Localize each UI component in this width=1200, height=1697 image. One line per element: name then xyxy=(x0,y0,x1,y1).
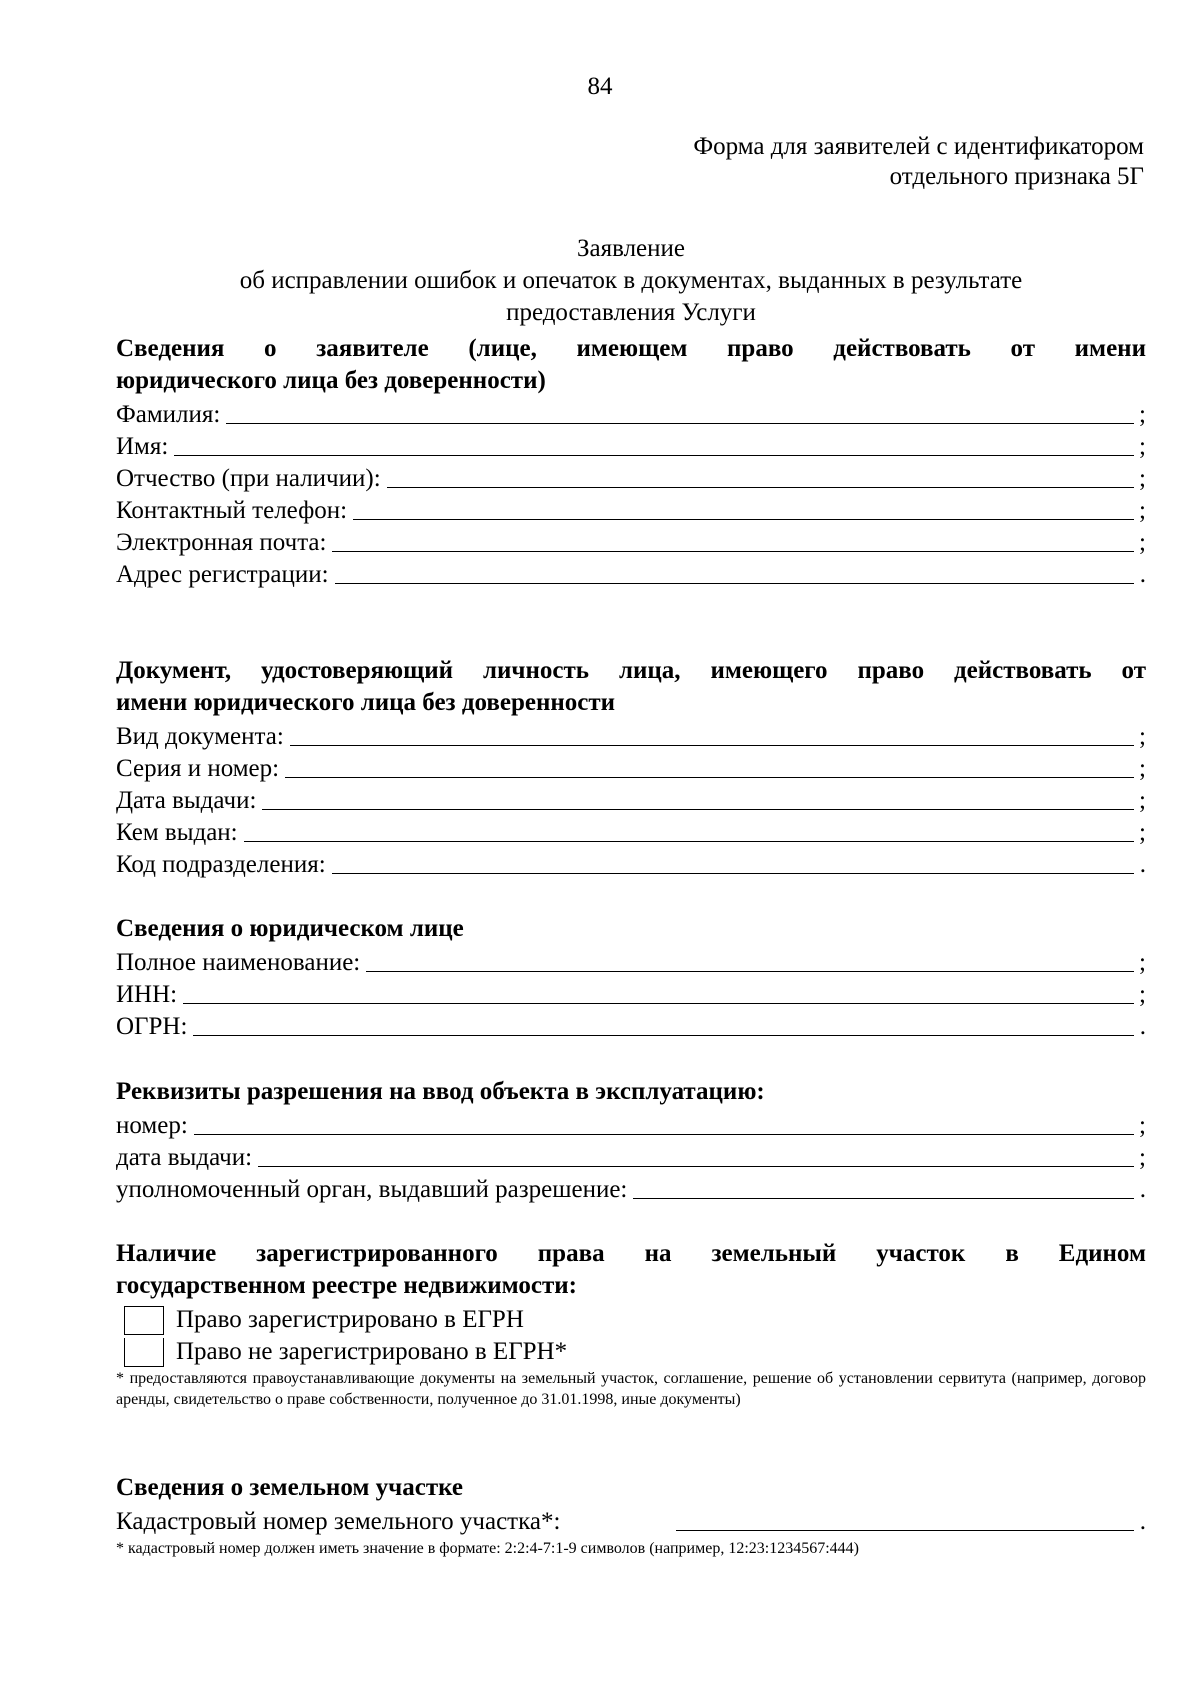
field-full-name[interactable] xyxy=(116,947,1146,979)
field-label: уполномоченный орган, выдавший разрешение: xyxy=(116,1176,628,1203)
section-permit-title: Реквизиты разрешения на ввод объекта в эксплуатацию: xyxy=(116,1078,765,1105)
section-applicant xyxy=(116,333,1146,591)
title-line-2: об исправлении ошибок и опечаток в документах, выданных в результате xyxy=(239,267,1023,294)
field-label: Серия и номер: xyxy=(116,755,280,782)
fill-line[interactable] xyxy=(332,847,1134,874)
field-label: Электронная почта: xyxy=(116,529,327,556)
fill-line[interactable] xyxy=(244,815,1134,842)
field-inn[interactable] xyxy=(116,979,1146,1011)
fill-line[interactable] xyxy=(285,751,1134,778)
fill-line[interactable] xyxy=(174,429,1134,456)
field-label: Кадастровый номер земельного участка*: xyxy=(116,1508,561,1535)
field-label: Адрес регистрации: xyxy=(116,561,329,588)
field-end-mark: ; xyxy=(1139,723,1146,750)
field-phone[interactable] xyxy=(116,495,1146,527)
section-title-line: Сведения о заявителе (лице, имеющем право действовать от имени xyxy=(116,335,1146,362)
form-note-line-1: Форма для заявителей с идентификатором xyxy=(693,133,1144,160)
section-identity-document xyxy=(116,655,1146,881)
field-permit-number[interactable] xyxy=(116,1110,1146,1142)
fill-line[interactable] xyxy=(332,525,1134,552)
field-end-mark: . xyxy=(1139,1508,1146,1535)
field-label: Контактный телефон: xyxy=(116,497,348,524)
field-issued-by[interactable] xyxy=(116,817,1146,849)
field-label: ОГРН: xyxy=(116,1013,188,1040)
field-end-mark: . xyxy=(1139,1176,1146,1203)
section-applicant-title xyxy=(116,333,1146,397)
field-end-mark: . xyxy=(1139,1013,1146,1040)
title-line-3: предоставления Услуги xyxy=(506,299,756,326)
fill-line[interactable] xyxy=(290,719,1134,746)
field-end-mark: . xyxy=(1139,851,1146,878)
fill-line[interactable] xyxy=(387,461,1134,488)
field-email[interactable] xyxy=(116,527,1146,559)
field-issue-date[interactable] xyxy=(116,785,1146,817)
option-label: Право зарегистрировано в ЕГРН xyxy=(176,1306,524,1333)
option-label: Право не зарегистрировано в ЕГРН* xyxy=(176,1338,568,1365)
field-end-mark: ; xyxy=(1139,981,1146,1008)
field-end-mark: ; xyxy=(1139,1112,1146,1139)
field-end-mark: ; xyxy=(1139,755,1146,782)
section-land-plot-title: Сведения о земельном участке xyxy=(116,1474,463,1501)
field-document-type[interactable] xyxy=(116,721,1146,753)
checkbox[interactable] xyxy=(124,1306,164,1335)
field-cadastral-number[interactable] xyxy=(116,1506,1146,1538)
field-end-mark: . xyxy=(1139,561,1146,588)
fill-line[interactable] xyxy=(676,1504,1134,1531)
fill-line[interactable] xyxy=(366,945,1134,972)
section-land-rights-title xyxy=(116,1238,1146,1302)
field-label: Имя: xyxy=(116,433,169,460)
section-identity-document-title xyxy=(116,655,1146,719)
field-end-mark: ; xyxy=(1139,819,1146,846)
fill-line[interactable] xyxy=(262,783,1134,810)
field-patronymic[interactable] xyxy=(116,463,1146,495)
field-end-mark: ; xyxy=(1139,787,1146,814)
field-permit-date[interactable] xyxy=(116,1142,1146,1174)
document-title xyxy=(116,233,1146,329)
section-legal-entity-title: Сведения о юридическом лице xyxy=(116,915,464,942)
option-right-not-registered[interactable] xyxy=(124,1336,1146,1368)
field-label: Отчество (при наличии): xyxy=(116,465,381,492)
fill-line[interactable] xyxy=(226,397,1134,424)
field-last-name[interactable] xyxy=(116,399,1146,431)
fill-line[interactable] xyxy=(633,1172,1134,1199)
section-permit xyxy=(116,1076,1146,1206)
field-ogrn[interactable] xyxy=(116,1011,1146,1043)
field-end-mark: ; xyxy=(1139,433,1146,460)
field-end-mark: ; xyxy=(1139,497,1146,524)
fill-line[interactable] xyxy=(353,493,1134,520)
option-right-registered[interactable] xyxy=(124,1304,1146,1336)
section-land-rights xyxy=(116,1238,1146,1410)
field-end-mark: ; xyxy=(1139,1144,1146,1171)
field-label: Кем выдан: xyxy=(116,819,238,846)
field-label: номер: xyxy=(116,1112,188,1139)
section-title-line: юридического лица без доверенности) xyxy=(116,367,546,394)
form-note xyxy=(693,132,1144,192)
field-label: Фамилия: xyxy=(116,401,221,428)
section-title-line: Документ, удостоверяющий личность лица, имеющего право действовать от xyxy=(116,657,1146,684)
section-title-line: Наличие зарегистрированного права на земельный участок в Едином xyxy=(116,1240,1146,1267)
title-line-1: Заявление xyxy=(576,235,686,262)
field-label: дата выдачи: xyxy=(116,1144,253,1171)
section-legal-entity xyxy=(116,913,1146,1043)
fill-line[interactable] xyxy=(194,1108,1134,1135)
form-note-line-2: отдельного признака 5Г xyxy=(889,163,1144,190)
field-end-mark: ; xyxy=(1139,401,1146,428)
field-first-name[interactable] xyxy=(116,431,1146,463)
fill-line[interactable] xyxy=(183,977,1134,1004)
fill-line[interactable] xyxy=(335,557,1134,584)
field-series-number[interactable] xyxy=(116,753,1146,785)
field-label: Полное наименование: xyxy=(116,949,361,976)
field-registration-address[interactable] xyxy=(116,559,1146,591)
page-number: 84 xyxy=(587,73,613,100)
field-label: Дата выдачи: xyxy=(116,787,257,814)
section-title-line: имени юридического лица без доверенности xyxy=(116,689,616,716)
field-label: Вид документа: xyxy=(116,723,284,750)
field-permit-authority[interactable] xyxy=(116,1174,1146,1206)
checkbox[interactable] xyxy=(124,1338,164,1367)
field-end-mark: ; xyxy=(1139,949,1146,976)
field-label: ИНН: xyxy=(116,981,178,1008)
field-end-mark: ; xyxy=(1139,529,1146,556)
field-division-code[interactable] xyxy=(116,849,1146,881)
section-title-line: государственном реестре недвижимости: xyxy=(116,1272,577,1299)
fill-line[interactable] xyxy=(258,1140,1134,1167)
section-land-plot xyxy=(116,1472,1146,1559)
field-end-mark: ; xyxy=(1139,465,1146,492)
footnote-land-rights: * предоставляются правоустанавливающие документы на земельный участок, соглашение, решение об установлении сервитута (например, договор аренды, свидетельство о праве собственности, полученное до 31.01.1998, иные документы) xyxy=(116,1370,1146,1408)
field-label: Код подразделения: xyxy=(116,851,326,878)
footnote-cadastral: * кадастровый номер должен иметь значение в формате: 2:2:4-7:1-9 символов (например, 12:23:1234567:444) xyxy=(116,1540,860,1557)
fill-line[interactable] xyxy=(193,1009,1134,1036)
